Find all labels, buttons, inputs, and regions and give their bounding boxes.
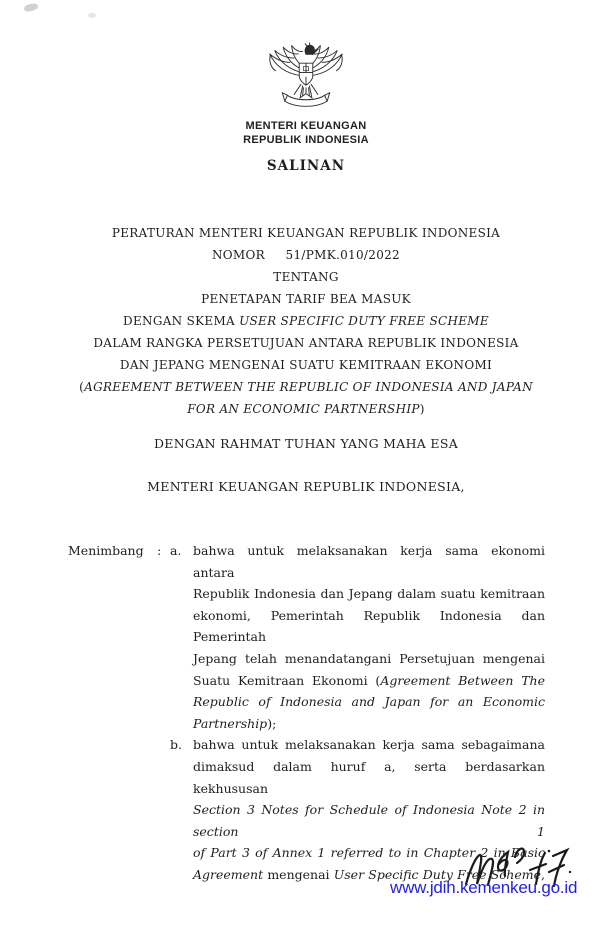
considerans-item-b-text: bahwa untuk melaksanakan kerja sama sebagaimana dimaksud dalam huruf a, serta berdasarkan kekhususan Section 3 Notes for Schedule of Indonesia Note 2 in section 1 of Part 3 of Annex 1 referred to in Chapter 2 in Basic Agreement mengenai User Specific Duty Free Scheme,	[193, 737, 545, 882]
scan-artifact	[88, 13, 96, 18]
scan-artifact	[23, 2, 38, 12]
ministry-letterhead	[0, 120, 612, 147]
considerans-item-a-letter: a.	[170, 543, 182, 558]
considerans-section	[68, 540, 545, 886]
considerans-colon: :	[157, 543, 162, 558]
regulation-title: PERATURAN MENTERI KEUANGAN REPUBLIK INDONESIA NOMOR 51/PMK.010/2022 TENTANG PENETAPAN TARIF BEA MASUK DENGAN SKEMA USER SPECIFIC DUTY FREE SCHEME DALAM RANGKA PERSETUJUAN ANTARA REPUBLIK INDONESIA DAN JEPANG MENGENAI SUATU KEMITRAAN EKONOMI (AGREEMENT BETWEEN THE REPUBLIC OF INDONESIA AND JAPAN FOR AN ECONOMIC PARTNERSHIP)	[79, 226, 533, 416]
ministry-country: REPUBLIK INDONESIA	[243, 133, 369, 146]
considerans-item-b-letter: b.	[170, 737, 182, 753]
considerans-spacer	[68, 734, 170, 885]
garuda-pancasila-emblem	[263, 42, 349, 108]
enacting-authority-line: MENTERI KEUANGAN REPUBLIK INDONESIA,	[147, 479, 465, 494]
invocation-line: DENGAN RAHMAT TUHAN YANG MAHA ESA	[153, 436, 459, 451]
jdih-website-link[interactable]: www.jdih.kemenkeu.go.id	[390, 878, 578, 897]
copy-stamp: SALINAN	[266, 158, 346, 174]
ministry-name: MENTERI KEUANGAN	[245, 120, 367, 132]
considerans-item-a-text: bahwa untuk melaksanakan kerja sama ekonomi antara Republik Indonesia dan Jepang dalam suatu kemitraan ekonomi, Pemerintah Republik Indonesia dan Pemerintah Jepang telah menandatangani Persetujuan mengenai Suatu Kemitraan Ekonomi (Agreement Between The Republic of Indonesia and Japan for an Economic Partnership);	[193, 543, 545, 731]
considerans-label: Menimbang	[68, 543, 144, 558]
